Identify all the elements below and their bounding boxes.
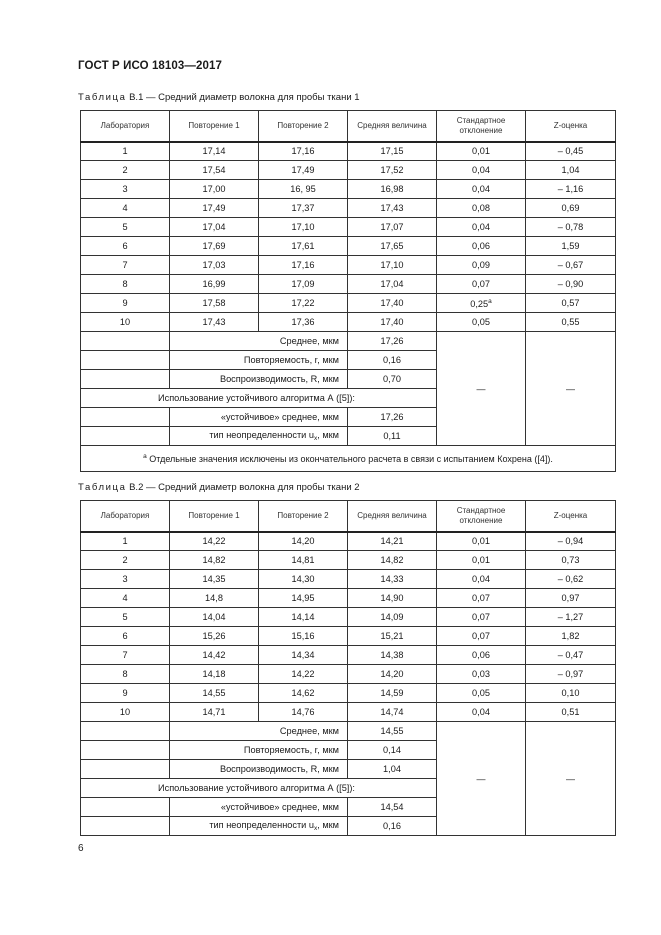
table-row — [81, 161, 616, 180]
column-header: Повторение 1 — [170, 111, 259, 142]
summary-mean-value: 17,26 — [348, 332, 437, 351]
table-row — [81, 294, 616, 313]
mean-cell: 17,40 — [348, 294, 437, 313]
lab-cell: 8 — [81, 665, 170, 684]
uncert-label-prefix: тип неопределенности u — [209, 820, 314, 830]
table-row — [81, 703, 616, 722]
rep2-cell: 17,49 — [259, 161, 348, 180]
summary-reprod-value: 1,04 — [348, 760, 437, 779]
uncert-label-prefix: тип неопределенности u — [209, 430, 314, 440]
lab-cell: 1 — [81, 142, 170, 161]
table-row — [81, 608, 616, 627]
summary-mean-label: Среднее, мкм — [170, 332, 348, 351]
column-header: Повторение 2 — [259, 111, 348, 142]
page-number: 6 — [78, 843, 84, 854]
table1-footnote-row — [81, 446, 616, 472]
summary-uncert-label — [170, 427, 348, 446]
summary-blank-cell — [81, 817, 170, 836]
rep2-cell: 16, 95 — [259, 180, 348, 199]
table2-caption — [78, 482, 360, 493]
summary-sd-dash: — — [437, 332, 526, 446]
table1-caption-prefix: Таблица — [78, 92, 127, 103]
lab-cell: 6 — [81, 237, 170, 256]
summary-algo-label: Использование устойчивого алгоритма А ([5]): — [81, 389, 437, 408]
table2-caption-text: — Средний диаметр волокна для пробы ткани 2 — [143, 482, 360, 493]
mean-cell: 14,33 — [348, 570, 437, 589]
table-row — [81, 237, 616, 256]
summary-row-mean — [81, 722, 616, 741]
summary-z-dash: — — [526, 332, 616, 446]
rep2-cell: 17,37 — [259, 199, 348, 218]
rep2-cell: 14,95 — [259, 589, 348, 608]
lab-cell: 3 — [81, 570, 170, 589]
lab-cell: 5 — [81, 608, 170, 627]
summary-mean-label: Среднее, мкм — [170, 722, 348, 741]
footnote-marker: a — [143, 453, 147, 460]
rep2-cell: 17,16 — [259, 142, 348, 161]
lab-cell: 9 — [81, 684, 170, 703]
rep1-cell: 14,82 — [170, 551, 259, 570]
mean-cell: 15,21 — [348, 627, 437, 646]
z-cell: 1,59 — [526, 237, 616, 256]
summary-row-mean — [81, 332, 616, 351]
lab-cell: 2 — [81, 551, 170, 570]
summary-robust-mean-label: «устойчивое» среднее, мкм — [170, 408, 348, 427]
table-row — [81, 646, 616, 665]
summary-blank-cell — [81, 760, 170, 779]
sd-cell: 0,01 — [437, 551, 526, 570]
mean-cell: 17,52 — [348, 161, 437, 180]
rep1-cell: 16,99 — [170, 275, 259, 294]
table-row — [81, 275, 616, 294]
lab-cell: 9 — [81, 294, 170, 313]
rep2-cell: 14,14 — [259, 608, 348, 627]
mean-cell: 14,90 — [348, 589, 437, 608]
table2-caption-id: B.2 — [129, 482, 144, 493]
sd-cell: 0,04 — [437, 218, 526, 237]
uncert-label-sub: x — [313, 825, 318, 832]
mean-cell: 14,20 — [348, 665, 437, 684]
rep1-cell: 17,43 — [170, 313, 259, 332]
mean-cell: 17,07 — [348, 218, 437, 237]
z-cell: – 0,45 — [526, 142, 616, 161]
mean-cell: 17,10 — [348, 256, 437, 275]
table-row — [81, 684, 616, 703]
table1-caption — [78, 92, 360, 103]
sd-cell: 0,03 — [437, 665, 526, 684]
mean-cell: 17,04 — [348, 275, 437, 294]
summary-robust-mean-value: 14,54 — [348, 798, 437, 817]
summary-blank-cell — [81, 332, 170, 351]
rep2-cell: 14,34 — [259, 646, 348, 665]
table1-caption-text: — Средний диаметр волокна для пробы ткани 1 — [143, 92, 360, 103]
summary-robust-mean-value: 17,26 — [348, 408, 437, 427]
table-row — [81, 570, 616, 589]
rep1-cell: 15,26 — [170, 627, 259, 646]
rep1-cell: 14,55 — [170, 684, 259, 703]
rep2-cell: 17,22 — [259, 294, 348, 313]
summary-mean-value: 14,55 — [348, 722, 437, 741]
sd-cell: 0,04 — [437, 703, 526, 722]
z-cell: 0,55 — [526, 313, 616, 332]
z-cell: – 0,62 — [526, 570, 616, 589]
rep2-cell: 17,61 — [259, 237, 348, 256]
lab-cell: 4 — [81, 589, 170, 608]
mean-cell: 14,82 — [348, 551, 437, 570]
z-cell: 1,04 — [526, 161, 616, 180]
table1 — [80, 110, 616, 472]
column-header: Повторение 2 — [259, 501, 348, 532]
rep2-cell: 14,76 — [259, 703, 348, 722]
table-row — [81, 627, 616, 646]
table-row — [81, 589, 616, 608]
footnote-text: Отдельные значения исключены из окончательного расчета в связи с испытанием Кохрена ([4]). — [146, 454, 553, 464]
summary-reprod-label: Воспроизводимость, R, мкм — [170, 370, 348, 389]
table-row — [81, 199, 616, 218]
z-cell: – 1,27 — [526, 608, 616, 627]
rep1-cell: 14,22 — [170, 532, 259, 551]
sd-cell: 0,05 — [437, 684, 526, 703]
mean-cell: 17,40 — [348, 313, 437, 332]
rep2-cell: 14,22 — [259, 665, 348, 684]
uncert-label-sub: x — [313, 435, 318, 442]
table-row — [81, 551, 616, 570]
uncert-label-suffix: , мкм — [317, 820, 339, 830]
table-row — [81, 218, 616, 237]
sd-cell: 0,07 — [437, 608, 526, 627]
column-header: Стандартное отклонение — [437, 501, 526, 532]
sd-cell: 0,04 — [437, 570, 526, 589]
mean-cell: 14,59 — [348, 684, 437, 703]
rep2-cell: 14,62 — [259, 684, 348, 703]
z-cell: – 1,16 — [526, 180, 616, 199]
column-header: Лаборатория — [81, 111, 170, 142]
mean-cell: 17,43 — [348, 199, 437, 218]
column-header: Стандартное отклонение — [437, 111, 526, 142]
mean-cell: 14,09 — [348, 608, 437, 627]
rep2-cell: 14,81 — [259, 551, 348, 570]
sd-cell: 0,06 — [437, 646, 526, 665]
rep2-cell: 15,16 — [259, 627, 348, 646]
rep1-cell: 17,49 — [170, 199, 259, 218]
lab-cell: 10 — [81, 313, 170, 332]
mean-cell: 14,74 — [348, 703, 437, 722]
rep1-cell: 17,04 — [170, 218, 259, 237]
table-row — [81, 665, 616, 684]
rep1-cell: 17,58 — [170, 294, 259, 313]
summary-repeat-label: Повторяемость, r, мкм — [170, 351, 348, 370]
z-cell: 0,73 — [526, 551, 616, 570]
lab-cell: 4 — [81, 199, 170, 218]
lab-cell: 6 — [81, 627, 170, 646]
sd-cell: 0,09 — [437, 256, 526, 275]
sd-cell: 0,05 — [437, 313, 526, 332]
column-header: Z-оценка — [526, 111, 616, 142]
lab-cell: 1 — [81, 532, 170, 551]
lab-cell: 8 — [81, 275, 170, 294]
column-header: Повторение 1 — [170, 501, 259, 532]
summary-reprod-label: Воспроизводимость, R, мкм — [170, 760, 348, 779]
summary-blank-cell — [81, 722, 170, 741]
sd-cell: 0,07 — [437, 275, 526, 294]
summary-uncert-value: 0,11 — [348, 427, 437, 446]
table2-caption-prefix: Таблица — [78, 482, 127, 493]
mean-cell: 14,21 — [348, 532, 437, 551]
rep2-cell: 14,30 — [259, 570, 348, 589]
rep1-cell: 17,00 — [170, 180, 259, 199]
table-row — [81, 142, 616, 161]
rep1-cell: 14,71 — [170, 703, 259, 722]
summary-blank-cell — [81, 351, 170, 370]
rep1-cell: 17,14 — [170, 142, 259, 161]
summary-z-dash: — — [526, 722, 616, 836]
sd-cell: 0,01 — [437, 142, 526, 161]
table1-footnote — [81, 446, 616, 472]
table1-header-row — [81, 111, 616, 142]
summary-blank-cell — [81, 370, 170, 389]
sd-cell: 0,08 — [437, 199, 526, 218]
z-cell: 0,97 — [526, 589, 616, 608]
mean-cell: 14,38 — [348, 646, 437, 665]
mean-cell: 17,65 — [348, 237, 437, 256]
column-header: Средняя величина — [348, 111, 437, 142]
sd-cell: 0,04 — [437, 161, 526, 180]
summary-sd-dash: — — [437, 722, 526, 836]
rep1-cell: 14,8 — [170, 589, 259, 608]
z-cell: – 0,94 — [526, 532, 616, 551]
sd-cell — [437, 294, 526, 313]
lab-cell: 3 — [81, 180, 170, 199]
table-row — [81, 313, 616, 332]
summary-repeat-value: 0,14 — [348, 741, 437, 760]
rep2-cell: 17,10 — [259, 218, 348, 237]
table-row — [81, 256, 616, 275]
z-cell: 0,10 — [526, 684, 616, 703]
sd-cell: 0,04 — [437, 180, 526, 199]
uncert-label-suffix: , мкм — [317, 430, 339, 440]
summary-repeat-value: 0,16 — [348, 351, 437, 370]
rep2-cell: 17,36 — [259, 313, 348, 332]
mean-cell: 17,15 — [348, 142, 437, 161]
rep1-cell: 14,18 — [170, 665, 259, 684]
summary-robust-mean-label: «устойчивое» среднее, мкм — [170, 798, 348, 817]
column-header: Средняя величина — [348, 501, 437, 532]
summary-algo-label: Использование устойчивого алгоритма А ([5]): — [81, 779, 437, 798]
table-row — [81, 180, 616, 199]
sd-cell: 0,01 — [437, 532, 526, 551]
mean-cell: 16,98 — [348, 180, 437, 199]
rep2-cell: 17,09 — [259, 275, 348, 294]
summary-repeat-label: Повторяемость, r, мкм — [170, 741, 348, 760]
rep1-cell: 14,42 — [170, 646, 259, 665]
z-cell: – 0,90 — [526, 275, 616, 294]
document-header: ГОСТ Р ИСО 18103—2017 — [78, 60, 223, 72]
summary-blank-cell — [81, 798, 170, 817]
lab-cell: 7 — [81, 646, 170, 665]
z-cell: 0,51 — [526, 703, 616, 722]
z-cell: 1,82 — [526, 627, 616, 646]
rep1-cell: 14,04 — [170, 608, 259, 627]
z-cell: – 0,47 — [526, 646, 616, 665]
lab-cell: 2 — [81, 161, 170, 180]
sd-cell: 0,07 — [437, 627, 526, 646]
rep2-cell: 14,20 — [259, 532, 348, 551]
z-cell: – 0,67 — [526, 256, 616, 275]
sd-cell: 0,06 — [437, 237, 526, 256]
lab-cell: 5 — [81, 218, 170, 237]
lab-cell: 10 — [81, 703, 170, 722]
summary-blank-cell — [81, 741, 170, 760]
rep1-cell: 17,03 — [170, 256, 259, 275]
column-header: Лаборатория — [81, 501, 170, 532]
table2-header-row — [81, 501, 616, 532]
footnote-marker: a — [488, 297, 492, 305]
rep1-cell: 14,35 — [170, 570, 259, 589]
summary-uncert-value: 0,16 — [348, 817, 437, 836]
column-header: Z-оценка — [526, 501, 616, 532]
z-cell: 0,57 — [526, 294, 616, 313]
rep2-cell: 17,16 — [259, 256, 348, 275]
summary-blank-cell — [81, 408, 170, 427]
table-row — [81, 532, 616, 551]
summary-blank-cell — [81, 427, 170, 446]
sd-cell: 0,07 — [437, 589, 526, 608]
summary-reprod-value: 0,70 — [348, 370, 437, 389]
z-cell: 0,69 — [526, 199, 616, 218]
rep1-cell: 17,69 — [170, 237, 259, 256]
table1-caption-id: B.1 — [129, 92, 144, 103]
table2 — [80, 500, 616, 836]
summary-uncert-label — [170, 817, 348, 836]
lab-cell: 7 — [81, 256, 170, 275]
sd-value: 0,25 — [470, 298, 489, 309]
z-cell: – 0,97 — [526, 665, 616, 684]
rep1-cell: 17,54 — [170, 161, 259, 180]
z-cell: – 0,78 — [526, 218, 616, 237]
